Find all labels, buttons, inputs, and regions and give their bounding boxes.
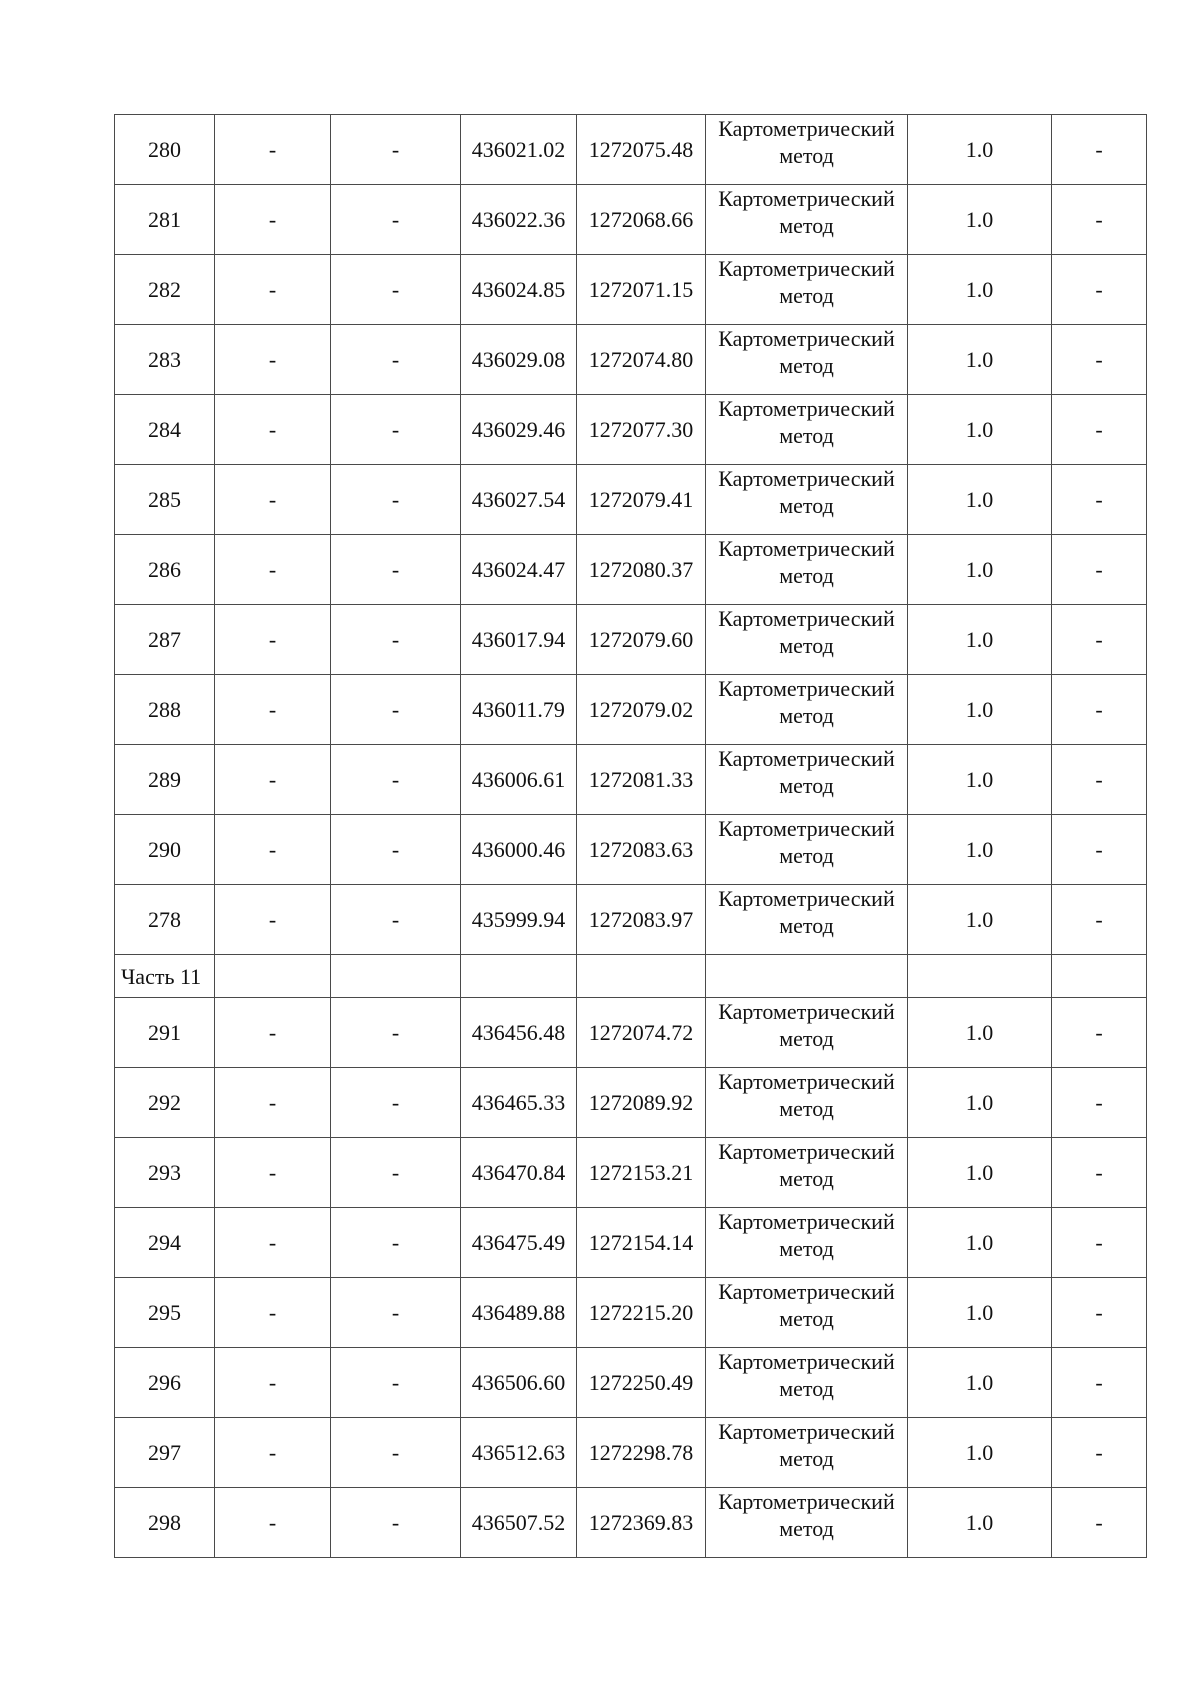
empty-dash-cell: - (1052, 998, 1147, 1068)
empty-dash-cell: - (215, 535, 331, 605)
empty-dash-cell: - (1052, 1138, 1147, 1208)
point-number-cell: 291 (115, 998, 215, 1068)
method-text: Картометрический метод (718, 1068, 895, 1121)
point-number-cell: 297 (115, 1418, 215, 1488)
x-coordinate-cell: 436465.33 (461, 1068, 577, 1138)
part-label: Часть 11 (115, 955, 215, 998)
empty-cell (1052, 955, 1147, 998)
empty-dash-cell: - (1052, 1068, 1147, 1138)
y-coordinate-cell: 1272250.49 (577, 1348, 706, 1418)
table-row (115, 815, 1147, 885)
point-number-cell: 295 (115, 1278, 215, 1348)
empty-dash-cell: - (331, 1418, 461, 1488)
empty-dash-cell: - (331, 815, 461, 885)
point-number-cell: 290 (115, 815, 215, 885)
x-coordinate-cell: 436475.49 (461, 1208, 577, 1278)
y-coordinate-cell: 1272080.37 (577, 535, 706, 605)
empty-dash-cell: - (215, 1348, 331, 1418)
empty-dash-cell: - (215, 325, 331, 395)
y-coordinate-cell: 1272071.15 (577, 255, 706, 325)
accuracy-cell: 1.0 (908, 535, 1052, 605)
table-row (115, 185, 1147, 255)
method-cell (706, 885, 908, 955)
method-cell (706, 605, 908, 675)
method-text: Картометрический метод (718, 745, 895, 798)
accuracy-cell: 1.0 (908, 115, 1052, 185)
y-coordinate-cell: 1272074.80 (577, 325, 706, 395)
x-coordinate-cell: 436006.61 (461, 745, 577, 815)
method-cell (706, 115, 908, 185)
table-row (115, 1138, 1147, 1208)
point-number-cell: 281 (115, 185, 215, 255)
y-coordinate-cell: 1272068.66 (577, 185, 706, 255)
y-coordinate-cell: 1272077.30 (577, 395, 706, 465)
empty-dash-cell: - (215, 1278, 331, 1348)
empty-dash-cell: - (215, 185, 331, 255)
point-number-cell: 292 (115, 1068, 215, 1138)
table-row (115, 1278, 1147, 1348)
method-cell (706, 465, 908, 535)
x-coordinate-cell: 436456.48 (461, 998, 577, 1068)
empty-dash-cell: - (1052, 115, 1147, 185)
accuracy-cell: 1.0 (908, 465, 1052, 535)
method-text: Картометрический метод (718, 535, 895, 588)
y-coordinate-cell: 1272079.41 (577, 465, 706, 535)
table-row (115, 675, 1147, 745)
method-text: Картометрический метод (718, 605, 895, 658)
method-cell (706, 745, 908, 815)
point-number-cell: 282 (115, 255, 215, 325)
empty-dash-cell: - (331, 325, 461, 395)
y-coordinate-cell: 1272083.97 (577, 885, 706, 955)
empty-dash-cell: - (331, 885, 461, 955)
y-coordinate-cell: 1272081.33 (577, 745, 706, 815)
accuracy-cell: 1.0 (908, 1068, 1052, 1138)
empty-dash-cell: - (331, 115, 461, 185)
empty-dash-cell: - (215, 998, 331, 1068)
empty-dash-cell: - (1052, 395, 1147, 465)
method-text: Картометрический метод (718, 255, 895, 308)
method-cell (706, 1068, 908, 1138)
empty-dash-cell: - (1052, 1418, 1147, 1488)
method-cell (706, 1418, 908, 1488)
empty-cell (331, 955, 461, 998)
empty-dash-cell: - (215, 255, 331, 325)
method-text: Картометрический метод (718, 1208, 895, 1261)
y-coordinate-cell: 1272153.21 (577, 1138, 706, 1208)
x-coordinate-cell: 436017.94 (461, 605, 577, 675)
table-row (115, 998, 1147, 1068)
table-row (115, 745, 1147, 815)
empty-dash-cell: - (215, 465, 331, 535)
method-text: Картометрический метод (718, 1488, 895, 1541)
method-cell (706, 535, 908, 605)
accuracy-cell: 1.0 (908, 325, 1052, 395)
table-row (115, 325, 1147, 395)
method-text: Картометрический метод (718, 185, 895, 238)
empty-dash-cell: - (1052, 1208, 1147, 1278)
accuracy-cell: 1.0 (908, 1418, 1052, 1488)
x-coordinate-cell: 436024.47 (461, 535, 577, 605)
x-coordinate-cell: 436029.46 (461, 395, 577, 465)
empty-dash-cell: - (331, 535, 461, 605)
x-coordinate-cell: 436000.46 (461, 815, 577, 885)
method-cell (706, 675, 908, 745)
empty-dash-cell: - (331, 1068, 461, 1138)
empty-cell (461, 955, 577, 998)
point-number-cell: 298 (115, 1488, 215, 1558)
empty-dash-cell: - (331, 1278, 461, 1348)
coordinates-table (114, 114, 1147, 1558)
accuracy-cell: 1.0 (908, 395, 1052, 465)
method-text: Картометрический метод (718, 1278, 895, 1331)
y-coordinate-cell: 1272215.20 (577, 1278, 706, 1348)
empty-dash-cell: - (215, 675, 331, 745)
x-coordinate-cell: 436506.60 (461, 1348, 577, 1418)
method-cell (706, 1278, 908, 1348)
empty-dash-cell: - (331, 605, 461, 675)
empty-dash-cell: - (215, 115, 331, 185)
x-coordinate-cell: 436027.54 (461, 465, 577, 535)
method-text: Картометрический метод (718, 1138, 895, 1191)
x-coordinate-cell: 436029.08 (461, 325, 577, 395)
table-row (115, 1208, 1147, 1278)
empty-dash-cell: - (215, 605, 331, 675)
method-text: Картометрический метод (718, 998, 895, 1051)
empty-dash-cell: - (215, 815, 331, 885)
point-number-cell: 293 (115, 1138, 215, 1208)
empty-dash-cell: - (215, 1208, 331, 1278)
method-cell (706, 1138, 908, 1208)
empty-dash-cell: - (331, 255, 461, 325)
empty-dash-cell: - (215, 1068, 331, 1138)
empty-dash-cell: - (1052, 1488, 1147, 1558)
accuracy-cell: 1.0 (908, 815, 1052, 885)
accuracy-cell: 1.0 (908, 185, 1052, 255)
empty-cell (215, 955, 331, 998)
point-number-cell: 278 (115, 885, 215, 955)
empty-dash-cell: - (1052, 605, 1147, 675)
y-coordinate-cell: 1272075.48 (577, 115, 706, 185)
empty-dash-cell: - (215, 395, 331, 465)
x-coordinate-cell: 435999.94 (461, 885, 577, 955)
empty-dash-cell: - (1052, 465, 1147, 535)
accuracy-cell: 1.0 (908, 605, 1052, 675)
accuracy-cell: 1.0 (908, 255, 1052, 325)
accuracy-cell: 1.0 (908, 745, 1052, 815)
empty-dash-cell: - (331, 1348, 461, 1418)
y-coordinate-cell: 1272154.14 (577, 1208, 706, 1278)
empty-cell (577, 955, 706, 998)
empty-dash-cell: - (331, 675, 461, 745)
empty-dash-cell: - (1052, 185, 1147, 255)
empty-dash-cell: - (1052, 325, 1147, 395)
table-row (115, 1068, 1147, 1138)
empty-cell (706, 955, 908, 998)
x-coordinate-cell: 436024.85 (461, 255, 577, 325)
method-cell (706, 1488, 908, 1558)
point-number-cell: 284 (115, 395, 215, 465)
empty-dash-cell: - (1052, 675, 1147, 745)
method-text: Картометрический метод (718, 325, 895, 378)
table-body (115, 115, 1147, 1558)
accuracy-cell: 1.0 (908, 1348, 1052, 1418)
empty-dash-cell: - (215, 745, 331, 815)
empty-dash-cell: - (1052, 745, 1147, 815)
empty-dash-cell: - (331, 465, 461, 535)
table-row (115, 1488, 1147, 1558)
y-coordinate-cell: 1272089.92 (577, 1068, 706, 1138)
x-coordinate-cell: 436489.88 (461, 1278, 577, 1348)
method-text: Картометрический метод (718, 395, 895, 448)
method-cell (706, 325, 908, 395)
table-row (115, 605, 1147, 675)
point-number-cell: 288 (115, 675, 215, 745)
empty-dash-cell: - (1052, 1348, 1147, 1418)
empty-dash-cell: - (215, 1138, 331, 1208)
empty-dash-cell: - (331, 745, 461, 815)
table-row (115, 885, 1147, 955)
accuracy-cell: 1.0 (908, 885, 1052, 955)
accuracy-cell: 1.0 (908, 1278, 1052, 1348)
method-cell (706, 1348, 908, 1418)
table-row (115, 1418, 1147, 1488)
method-text: Картометрический метод (718, 465, 895, 518)
empty-dash-cell: - (331, 185, 461, 255)
empty-cell (908, 955, 1052, 998)
point-number-cell: 294 (115, 1208, 215, 1278)
method-text: Картометрический метод (718, 1418, 895, 1471)
method-cell (706, 395, 908, 465)
table-row (115, 1348, 1147, 1418)
x-coordinate-cell: 436470.84 (461, 1138, 577, 1208)
table-row (115, 535, 1147, 605)
y-coordinate-cell: 1272369.83 (577, 1488, 706, 1558)
method-cell (706, 255, 908, 325)
y-coordinate-cell: 1272079.02 (577, 675, 706, 745)
empty-dash-cell: - (1052, 885, 1147, 955)
accuracy-cell: 1.0 (908, 998, 1052, 1068)
method-text: Картометрический метод (718, 1348, 895, 1401)
point-number-cell: 286 (115, 535, 215, 605)
empty-dash-cell: - (331, 1488, 461, 1558)
point-number-cell: 283 (115, 325, 215, 395)
y-coordinate-cell: 1272298.78 (577, 1418, 706, 1488)
empty-dash-cell: - (1052, 255, 1147, 325)
method-cell (706, 998, 908, 1068)
empty-dash-cell: - (215, 885, 331, 955)
accuracy-cell: 1.0 (908, 1488, 1052, 1558)
accuracy-cell: 1.0 (908, 675, 1052, 745)
x-coordinate-cell: 436021.02 (461, 115, 577, 185)
empty-dash-cell: - (215, 1418, 331, 1488)
empty-dash-cell: - (331, 1138, 461, 1208)
y-coordinate-cell: 1272074.72 (577, 998, 706, 1068)
method-cell (706, 1208, 908, 1278)
empty-dash-cell: - (331, 395, 461, 465)
accuracy-cell: 1.0 (908, 1208, 1052, 1278)
x-coordinate-cell: 436512.63 (461, 1418, 577, 1488)
method-text: Картометрический метод (718, 885, 895, 938)
method-text: Картометрический метод (718, 815, 895, 868)
table-row (115, 115, 1147, 185)
point-number-cell: 287 (115, 605, 215, 675)
empty-dash-cell: - (215, 1488, 331, 1558)
point-number-cell: 289 (115, 745, 215, 815)
point-number-cell: 285 (115, 465, 215, 535)
empty-dash-cell: - (1052, 815, 1147, 885)
method-cell (706, 185, 908, 255)
x-coordinate-cell: 436011.79 (461, 675, 577, 745)
empty-dash-cell: - (331, 1208, 461, 1278)
table-row (115, 395, 1147, 465)
part-header-row (115, 955, 1147, 998)
method-text: Картометрический метод (718, 675, 895, 728)
method-cell (706, 815, 908, 885)
y-coordinate-cell: 1272079.60 (577, 605, 706, 675)
empty-dash-cell: - (1052, 535, 1147, 605)
point-number-cell: 280 (115, 115, 215, 185)
x-coordinate-cell: 436507.52 (461, 1488, 577, 1558)
x-coordinate-cell: 436022.36 (461, 185, 577, 255)
y-coordinate-cell: 1272083.63 (577, 815, 706, 885)
table-row (115, 465, 1147, 535)
empty-dash-cell: - (1052, 1278, 1147, 1348)
accuracy-cell: 1.0 (908, 1138, 1052, 1208)
point-number-cell: 296 (115, 1348, 215, 1418)
empty-dash-cell: - (331, 998, 461, 1068)
table-row (115, 255, 1147, 325)
method-text: Картометрический метод (718, 115, 895, 168)
